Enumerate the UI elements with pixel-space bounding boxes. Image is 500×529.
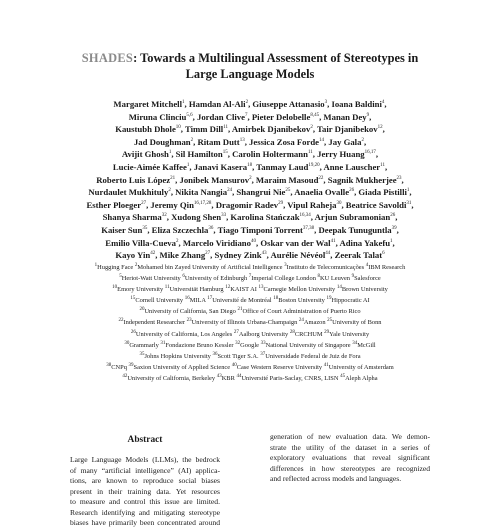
author-name: Sydney Zink — [214, 250, 262, 261]
author-list — [62, 98, 438, 262]
author-line: Margaret Mitchell$^1$, Hamdan Al-Ali$^2$, Giuseppe Attanasio$^3$, Ioana Baldini$^4$, — [113, 99, 387, 109]
abstract-line: tions, are known to reproduce social biases — [70, 476, 220, 485]
author-affiliation-mark: 14 — [319, 137, 325, 143]
author-line: Lucie-Aimée Kaffee$^1$, Janavi Kasera$^{18}$, Tanmay Laud$^{19,20}$, Anne Lauscher$^{11}$, — [112, 161, 388, 172]
affiliation-number: 15 — [130, 296, 136, 302]
author-name: Jay Gala — [328, 136, 362, 147]
affiliation-number: 27 — [233, 329, 239, 335]
author-name: Jordan Clive — [196, 111, 246, 122]
affiliation-name: Grammarly — [129, 341, 159, 349]
author-affiliation-mark: 25 — [285, 188, 291, 194]
author-affiliation-mark: 11 — [223, 125, 229, 131]
author-affiliation-mark: 3 — [324, 100, 328, 106]
author-name: Xudong Shen — [171, 212, 222, 223]
author-name: Vipul Raheja — [287, 199, 337, 210]
affiliation-name: Scott Tiger S.A. — [217, 352, 259, 360]
author-affiliation-mark: 24 — [227, 188, 233, 194]
affiliation-name: Case Western Reserve University — [236, 363, 323, 371]
affiliation-name: Fondazione Bruno Kessler — [165, 341, 234, 349]
author-affiliation-mark: 5,6 — [186, 112, 193, 118]
affiliation-number: 34 — [352, 340, 358, 346]
affiliation-name: University of Bonn — [332, 319, 382, 327]
affiliation-number: 18 — [273, 296, 279, 302]
affiliation-name: IBM Research — [368, 264, 406, 271]
author-name: Hamdan Al-Ali — [188, 99, 246, 109]
author-name: Giuseppe Attanasio — [252, 99, 325, 109]
affiliation-name: University of Illinois Urbana-Champaign — [191, 319, 298, 327]
affiliation-number: 11 — [164, 285, 170, 291]
author-name: Shanya Sharma — [102, 212, 162, 223]
affiliation-line — [58, 306, 442, 317]
author-line: Avijit Ghosh$^1$, Sil Hamilton$^{15}$, Carolin Holtermann$^{11}$, Jerry Huang$^{16,17}$, — [121, 149, 379, 160]
author-affiliation-mark: 6 — [382, 251, 385, 257]
affiliation-line — [58, 273, 442, 284]
author-affiliation-mark: 2 — [361, 137, 364, 143]
author-affiliation-mark: 23 — [396, 175, 402, 181]
author-affiliation-mark: 37,38 — [302, 226, 315, 232]
affiliation-name: Salesforce — [354, 275, 381, 283]
author-affiliation-mark: 11 — [307, 150, 313, 156]
abstract-line: Research identifying and mitigating stereotype — [70, 507, 220, 517]
right-column-text — [270, 432, 430, 485]
author-name: Margaret Mitchell — [113, 99, 183, 109]
author-affiliation-mark: 21 — [170, 175, 176, 181]
abstract-line: present in their training data. Yet resources — [70, 486, 220, 496]
affiliation-number: 4 — [365, 262, 369, 268]
author-name: Oskar van der Wal — [260, 237, 331, 248]
author-affiliation-mark: 32 — [161, 213, 167, 219]
affiliation-name: Brown University — [341, 286, 388, 294]
affiliation-name: University of Edinburgh — [184, 275, 248, 283]
author-name: Janavi Kasera — [193, 161, 248, 172]
affiliation-name: University of California, Berkeley — [127, 374, 216, 382]
affiliation-number: 26 — [130, 329, 136, 335]
author-affiliation-mark: 13 — [239, 137, 245, 143]
affiliation-name: Boston University — [278, 297, 325, 305]
affiliation-line — [58, 295, 442, 306]
author-affiliation-mark: 22 — [318, 175, 324, 181]
affiliation-line — [58, 340, 442, 351]
affiliation-name: Google — [240, 341, 259, 349]
affiliation-number: 24 — [298, 318, 304, 324]
author-name: Manan Dey — [323, 111, 367, 122]
author-line: Kaustubh Dhole$^{10}$, Timm Dill$^{11}$, Amirbek Djanibekov$^2$, Tair Djanibekov$^{12}$, — [115, 124, 385, 135]
affiliation-number: 7 — [248, 273, 252, 279]
author-affiliation-mark: 30 — [336, 200, 342, 206]
author-affiliation-mark: 7 — [245, 112, 248, 118]
affiliation-name: University of California, Los Angeles — [135, 330, 233, 338]
affiliation-name: Johns Hopkins University — [144, 352, 211, 360]
author-affiliation-mark: 2 — [176, 238, 179, 244]
author-line: Kayo Yin$^{42}$, Mike Zhang$^{27}$, Sydney Zink$^{43}$, Aurélie Névéol$^{44}$, Zeerak Talat$^6$ — [115, 250, 385, 261]
affiliation-name: Independent Researcher — [123, 319, 186, 327]
affiliation-name: KU Leuven — [320, 275, 351, 283]
affiliation-number: 12 — [225, 285, 231, 291]
affiliation-number: 3 — [284, 262, 287, 268]
author-name: Arjun Subramonian — [314, 212, 391, 223]
author-name: Amirbek Djanibekov — [231, 124, 311, 135]
author-name: Esther Ploeger — [86, 199, 142, 210]
affiliation-line — [58, 317, 442, 328]
affiliation-number: 17 — [207, 296, 213, 302]
author-affiliation-mark: 27 — [205, 251, 211, 257]
author-affiliation-mark: 2 — [190, 137, 194, 143]
affiliation-number: 8 — [317, 273, 321, 279]
affiliation-number: 39 — [128, 362, 134, 368]
affiliation-number: 23 — [186, 318, 192, 324]
author-line: Kaiser Sun$^{35}$, Eliza Szczechla$^{36}$, Tiago Timponi Torrent$^{37,38}$, Deepak Tunuguntla$^{39}$, — [101, 224, 399, 235]
author-name: Avijit Ghosh — [121, 149, 169, 160]
author-name: Timm Dill — [184, 124, 224, 135]
affiliation-name: University of Amsterdam — [328, 363, 394, 371]
affiliation-number: 2 — [134, 262, 138, 268]
affiliation-number: 32 — [235, 340, 241, 346]
author-affiliation-mark: 26 — [390, 213, 396, 219]
author-line: Roberto Luis López$^{21}$, Jonibek Mansurov$^2$, Maraim Masoud$^{22}$, Sagnik Mukherjee$^{23}$, — [96, 174, 404, 185]
right-column-line: exploratory evaluations that reveal significant — [270, 453, 430, 462]
affiliation-name: Cornell University — [135, 297, 184, 305]
affiliation-name: CRCHUM — [294, 330, 323, 338]
author-affiliation-mark: 2 — [249, 175, 252, 181]
title-line-1 — [60, 50, 440, 66]
affiliation-number: 20 — [139, 307, 145, 313]
title-line-1-rest: : Towards a Multilingual Assessment of Stereotypes in — [133, 51, 419, 65]
author-name: Dragomir Radev — [215, 199, 279, 210]
author-name: Zeerak Talat — [334, 250, 383, 261]
author-affiliation-mark: 35 — [142, 226, 148, 232]
affiliation-line — [58, 351, 442, 362]
affiliation-name: Saxion University of Applied Science — [133, 363, 231, 371]
affiliation-name: Office of Court Administration of Puerto Rico — [242, 308, 361, 316]
abstract-heading: Abstract — [127, 435, 163, 445]
author-affiliation-mark: 42 — [150, 251, 156, 257]
affiliation-number: 31 — [160, 340, 166, 346]
author-affiliation-mark: 18 — [247, 163, 253, 169]
affiliation-number: 5 — [119, 273, 122, 279]
affiliation-number: 10 — [112, 285, 118, 291]
affiliation-name: Heriot-Watt University — [121, 275, 181, 283]
author-name: Sagnik Mukherjee — [327, 174, 397, 185]
author-name: Nikita Nangia — [175, 187, 228, 198]
author-affiliation-mark: 2 — [168, 188, 171, 194]
affiliation-number: 29 — [324, 329, 330, 335]
author-affiliation-mark: 9 — [366, 112, 370, 118]
affiliation-name: McGill — [357, 341, 376, 349]
affiliation-name: CNPq — [111, 363, 127, 371]
affiliation-number: 22 — [118, 318, 124, 324]
author-affiliation-mark: 2 — [310, 125, 313, 131]
affiliation-number: 13 — [258, 285, 264, 291]
affiliation-number: 45 — [340, 373, 346, 379]
author-affiliation-mark: 1 — [182, 100, 185, 106]
affiliation-name: KAIST AI — [230, 286, 257, 294]
abstract-line: biases have primarily been concentrated around — [70, 518, 220, 527]
author-name: Eliza Szczechla — [151, 224, 209, 235]
author-name: Adina Yakefu — [339, 237, 391, 248]
affiliation-line — [58, 284, 442, 295]
author-name: Nurdaulet Mukhituly — [88, 187, 169, 198]
author-name: Miruna Clinciu — [128, 111, 187, 122]
author-affiliation-mark: 27 — [141, 200, 147, 206]
author-name: Maraim Masoud — [255, 174, 319, 185]
affiliation-number: 19 — [326, 296, 332, 302]
affiliation-name: Aalborg University — [238, 330, 289, 338]
author-name: Tair Djanibekov — [317, 124, 378, 135]
affiliation-number: 37 — [260, 351, 266, 357]
author-affiliation-mark: 1 — [406, 188, 410, 194]
author-name: Kaiser Sun — [101, 224, 143, 235]
author-name: Marcelo Viridiano — [182, 237, 251, 248]
affiliation-name: KBR — [221, 374, 235, 382]
author-name: Tiago Timponi Torrent — [217, 224, 303, 235]
author-name: Ritam Dutt — [197, 136, 240, 147]
author-name: Pieter Delobelle — [251, 111, 311, 122]
affiliation-number: 44 — [236, 373, 242, 379]
affiliation-number: 40 — [231, 362, 237, 368]
affiliation-number: 25 — [327, 318, 333, 324]
author-affiliation-mark: 31 — [406, 200, 412, 206]
author-line: Miruna Clinciu$^{5,6}$, Jordan Clive$^7$, Pieter Delobelle$^{8,45}$, Manan Dey$^9$, — [128, 111, 372, 122]
title-brand: SHADES — [81, 51, 134, 65]
paper-title — [60, 50, 440, 82]
affiliation-name: Hugging Face — [97, 264, 134, 271]
author-affiliation-mark: 1 — [390, 238, 393, 244]
affiliation-name: Emory University — [117, 286, 164, 294]
affiliation-number: 16 — [184, 296, 190, 302]
author-name: Jessica Zosa Forde — [249, 136, 320, 147]
affiliation-name: Universidade Federal de Juiz de Fora — [265, 352, 361, 360]
abstract-body — [70, 455, 220, 529]
author-name: Aurélie Névéol — [270, 250, 326, 261]
author-name: Lucie-Aimée Kaffee — [112, 161, 187, 172]
affiliation-name: Aleph Alpha — [345, 374, 378, 382]
author-affiliation-mark: 2 — [245, 100, 249, 106]
abstract-line: Large Language Models (LLMs), the bedrock — [70, 455, 220, 464]
author-name: Ioana Baldini — [331, 99, 382, 109]
affiliation-number: 36 — [212, 351, 218, 357]
affiliation-name: Amazon — [303, 319, 326, 327]
author-affiliation-mark: 33 — [221, 213, 227, 219]
affiliation-number: 35 — [139, 351, 145, 357]
affiliation-name: Universität Hamburg — [169, 286, 224, 294]
affiliation-line — [58, 373, 442, 384]
author-name: Anaelia Ovalle — [294, 187, 350, 198]
author-name: Roberto Luis López — [96, 174, 171, 185]
author-name: Shangrui Nie — [236, 187, 286, 198]
author-name: Mike Zhang — [159, 250, 206, 261]
author-name: Emilio Villa-Cueva — [105, 237, 176, 248]
affiliation-number: 14 — [336, 285, 342, 291]
title-line-2: Large Language Models — [185, 67, 315, 81]
affiliation-number: 43 — [216, 373, 222, 379]
author-affiliation-mark: 10 — [175, 125, 181, 131]
affiliation-list — [58, 262, 442, 384]
author-affiliation-mark: 29 — [278, 200, 284, 206]
author-affiliation-mark: 15 — [222, 150, 228, 156]
author-line: Emilio Villa-Cueva$^2$, Marcelo Viridiano$^{40}$, Oskar van der Wal$^{41}$, Adina Yakefu$^1$, — [105, 237, 395, 248]
author-affiliation-mark: 43 — [261, 251, 267, 257]
author-name: Sil Hamilton — [175, 149, 223, 160]
right-column-line: and reflected across models and languages. — [270, 474, 402, 483]
author-affiliation-mark: 36 — [208, 226, 214, 232]
affiliation-number: 21 — [237, 307, 243, 313]
affiliation-name: National University of Singapore — [265, 341, 351, 349]
author-name: Kayo Yin — [115, 250, 151, 261]
author-name: Giada Pistilli — [358, 187, 407, 198]
abstract-line: to measure and control this issue are limited. — [70, 497, 220, 506]
author-affiliation-mark: 8,45 — [310, 112, 320, 118]
author-name: Tanmay Laud — [256, 161, 309, 172]
author-name: Anne Lauscher — [323, 161, 381, 172]
affiliation-name: Instituto de Telecomunicações — [286, 264, 365, 271]
abstract-line: of many “artificial intelligence” (AI) applica- — [70, 465, 220, 475]
affiliation-name: Yale University — [329, 330, 370, 338]
author-affiliation-mark: 1 — [168, 150, 172, 156]
author-affiliation-mark: 16,17 — [364, 150, 376, 156]
affiliation-name: Carnegie Mellon University — [263, 286, 336, 294]
affiliation-line — [58, 262, 442, 273]
affiliation-number: 42 — [122, 373, 128, 379]
affiliation-line — [58, 329, 442, 340]
affiliation-name: Université de Montréal — [212, 297, 272, 305]
affiliation-name: Université Paris-Saclay, CNRS, LISN — [241, 374, 339, 382]
author-affiliation-mark: 44 — [325, 251, 331, 257]
author-name: Beatrice Savoldi — [345, 199, 407, 210]
affiliation-name: Mohamed bin Zayed University of Artificial Intelligence — [137, 264, 283, 271]
affiliation-name: University of California, San Diego — [144, 308, 236, 316]
affiliation-name: Hippocratic AI — [331, 297, 370, 305]
affiliation-number: 1 — [94, 262, 98, 268]
author-name: Deepak Tunuguntla — [318, 224, 392, 235]
author-affiliation-mark: 4 — [381, 100, 385, 106]
author-name: Jad Doughman — [133, 136, 191, 147]
affiliation-number: 9 — [351, 273, 355, 279]
author-line: Esther Ploeger$^{27}$, Jeremy Qin$^{16,17,28}$, Dragomir Radev$^{29}$, Vipul Raheja$^{30}$, Beatrice Savoldi$^{31}$, — [86, 199, 414, 210]
author-line: Jad Doughman$^2$, Ritam Dutt$^{13}$, Jessica Zosa Forde$^{14}$, Jay Gala$^2$, — [133, 136, 367, 147]
author-affiliation-mark: 26 — [349, 188, 355, 194]
author-name: Carolin Holtermann — [232, 149, 308, 160]
affiliation-line — [58, 362, 442, 373]
author-name: Jonibek Mansurov — [179, 174, 250, 185]
author-affiliation-mark: 1 — [186, 163, 190, 169]
affiliation-number: 6 — [182, 273, 185, 279]
author-name: Kaustubh Dhole — [115, 124, 176, 135]
affiliation-number: 38 — [106, 362, 112, 368]
author-affiliation-mark: 16,17,28 — [193, 200, 212, 206]
author-affiliation-mark: 12 — [377, 125, 383, 131]
affiliation-number: 28 — [289, 329, 295, 335]
author-affiliation-mark: 16,34 — [299, 213, 311, 219]
author-affiliation-mark: 39 — [391, 226, 397, 232]
author-affiliation-mark: 11 — [380, 163, 385, 169]
right-column-line: strate the utility of the dataset in a series of — [270, 442, 430, 452]
author-affiliation-mark: 40 — [250, 238, 256, 244]
author-name: Karolina Stańczak — [230, 212, 300, 223]
author-name: Jerry Huang — [317, 149, 365, 160]
right-column-line: differences in how stereotypes are recognized — [270, 463, 430, 473]
affiliation-name: MILA — [189, 297, 206, 305]
author-name: Jeremy Qin — [150, 199, 194, 210]
affiliation-number: 41 — [323, 362, 329, 368]
author-line: Shanya Sharma$^{32}$, Xudong Shen$^{33}$, Karolina Stańczak$^{16,34}$, Arjun Subramonian$^{26}$, — [102, 212, 398, 223]
author-affiliation-mark: 41 — [330, 238, 336, 244]
author-line: Nurdaulet Mukhituly$^2$, Nikita Nangia$^{24}$, Shangrui Nie$^{25}$, Anaelia Ovalle$^{26}$, Giada Pistilli$^1$, — [88, 187, 412, 198]
affiliation-number: 30 — [124, 340, 130, 346]
affiliation-number: 33 — [260, 340, 266, 346]
right-column-line: generation of new evaluation data. We demon- — [270, 432, 430, 441]
affiliation-name: Imperial College London — [251, 275, 316, 283]
author-affiliation-mark: 19,20 — [308, 163, 320, 169]
